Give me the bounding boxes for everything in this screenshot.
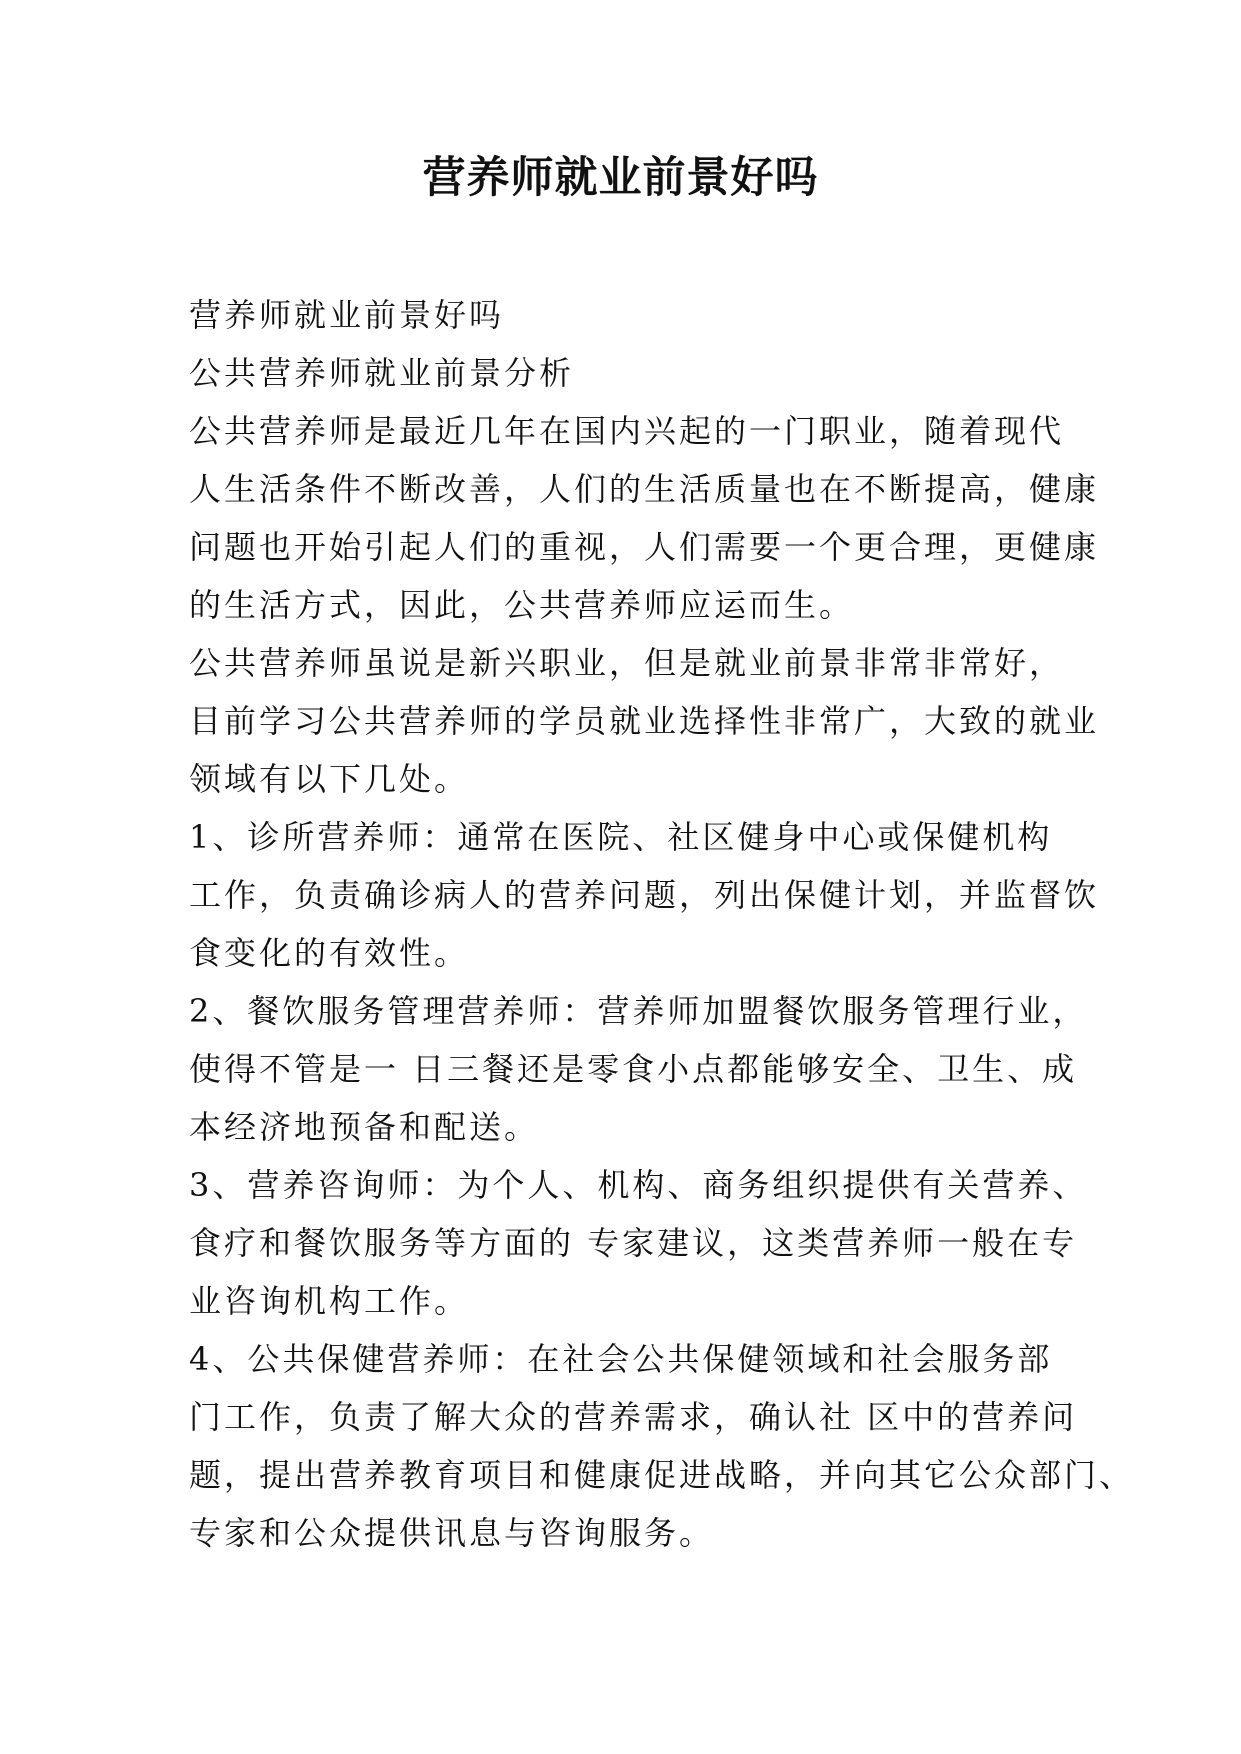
document-title: 营养师就业前景好吗 xyxy=(422,153,819,203)
text-line: 食疗和餐饮服务等方面的 专家建议，这类营养师一般在专 xyxy=(189,1224,1078,1262)
text-line: 公共营养师是最近几年在国内兴起的一门职业，随着现代 xyxy=(189,412,1065,450)
paragraph-intro xyxy=(189,402,1100,634)
text-line: 题，提出营养教育项目和健康促进战略，并向其它公众部门、 xyxy=(189,1456,1135,1494)
text-line: 工作，负责确诊病人的营养问题，列出保健计划，并监督饮 xyxy=(189,876,1100,914)
text-line: 目前学习公共营养师的学员就业选择性非常广，大致的就业 xyxy=(189,702,1100,740)
text-line: 领域有以下几处。 xyxy=(189,760,470,798)
text-line: 使得不管是一 日三餐还是零食小点都能够安全、卫生、成 xyxy=(189,1050,1078,1088)
paragraph-item-3 xyxy=(189,1156,1088,1330)
paragraph-prospects xyxy=(189,634,1100,808)
paragraph-heading xyxy=(189,286,1069,344)
text-line: 3、营养咨询师：为个人、机构、商务组织提供有关营养、 xyxy=(189,1166,1088,1204)
text-line: 专家和公众提供讯息与咨询服务。 xyxy=(189,1514,715,1552)
text-line: 的生活方式，因此，公共营养师应运而生。 xyxy=(189,586,855,624)
text-line: 公共营养师虽说是新兴职业，但是就业前景非常非常好， xyxy=(189,644,1065,682)
text-line: 营养师就业前景好吗 xyxy=(189,296,505,334)
document-body xyxy=(189,286,1135,1562)
text-line: 2、餐饮服务管理营养师：营养师加盟餐饮服务管理行业， xyxy=(189,992,1088,1030)
paragraph-item-1 xyxy=(189,808,1100,982)
text-line: 人生活条件不断改善，人们的生活质量也在不断提高，健康 xyxy=(189,470,1100,508)
text-line: 1、诊所营养师：通常在医院、社区健身中心或保健机构 xyxy=(189,818,1053,856)
text-line: 食变化的有效性。 xyxy=(189,934,470,972)
text-line: 公共营养师就业前景分析 xyxy=(189,354,575,392)
text-line: 问题也开始引起人们的重视，人们需要一个更合理，更健康 xyxy=(189,528,1100,566)
text-line: 本经济地预备和配送。 xyxy=(189,1108,540,1146)
text-line: 门工作，负责了解大众的营养需求，确认社 区中的营养问 xyxy=(189,1398,1078,1436)
text-line: 业咨询机构工作。 xyxy=(189,1282,470,1320)
text-line: 4、公共保健营养师：在社会公共保健领域和社会服务部 xyxy=(189,1340,1053,1378)
paragraph-item-4 xyxy=(189,1330,1135,1562)
paragraph-item-2 xyxy=(189,982,1088,1156)
paragraph-subheading xyxy=(189,344,1069,402)
